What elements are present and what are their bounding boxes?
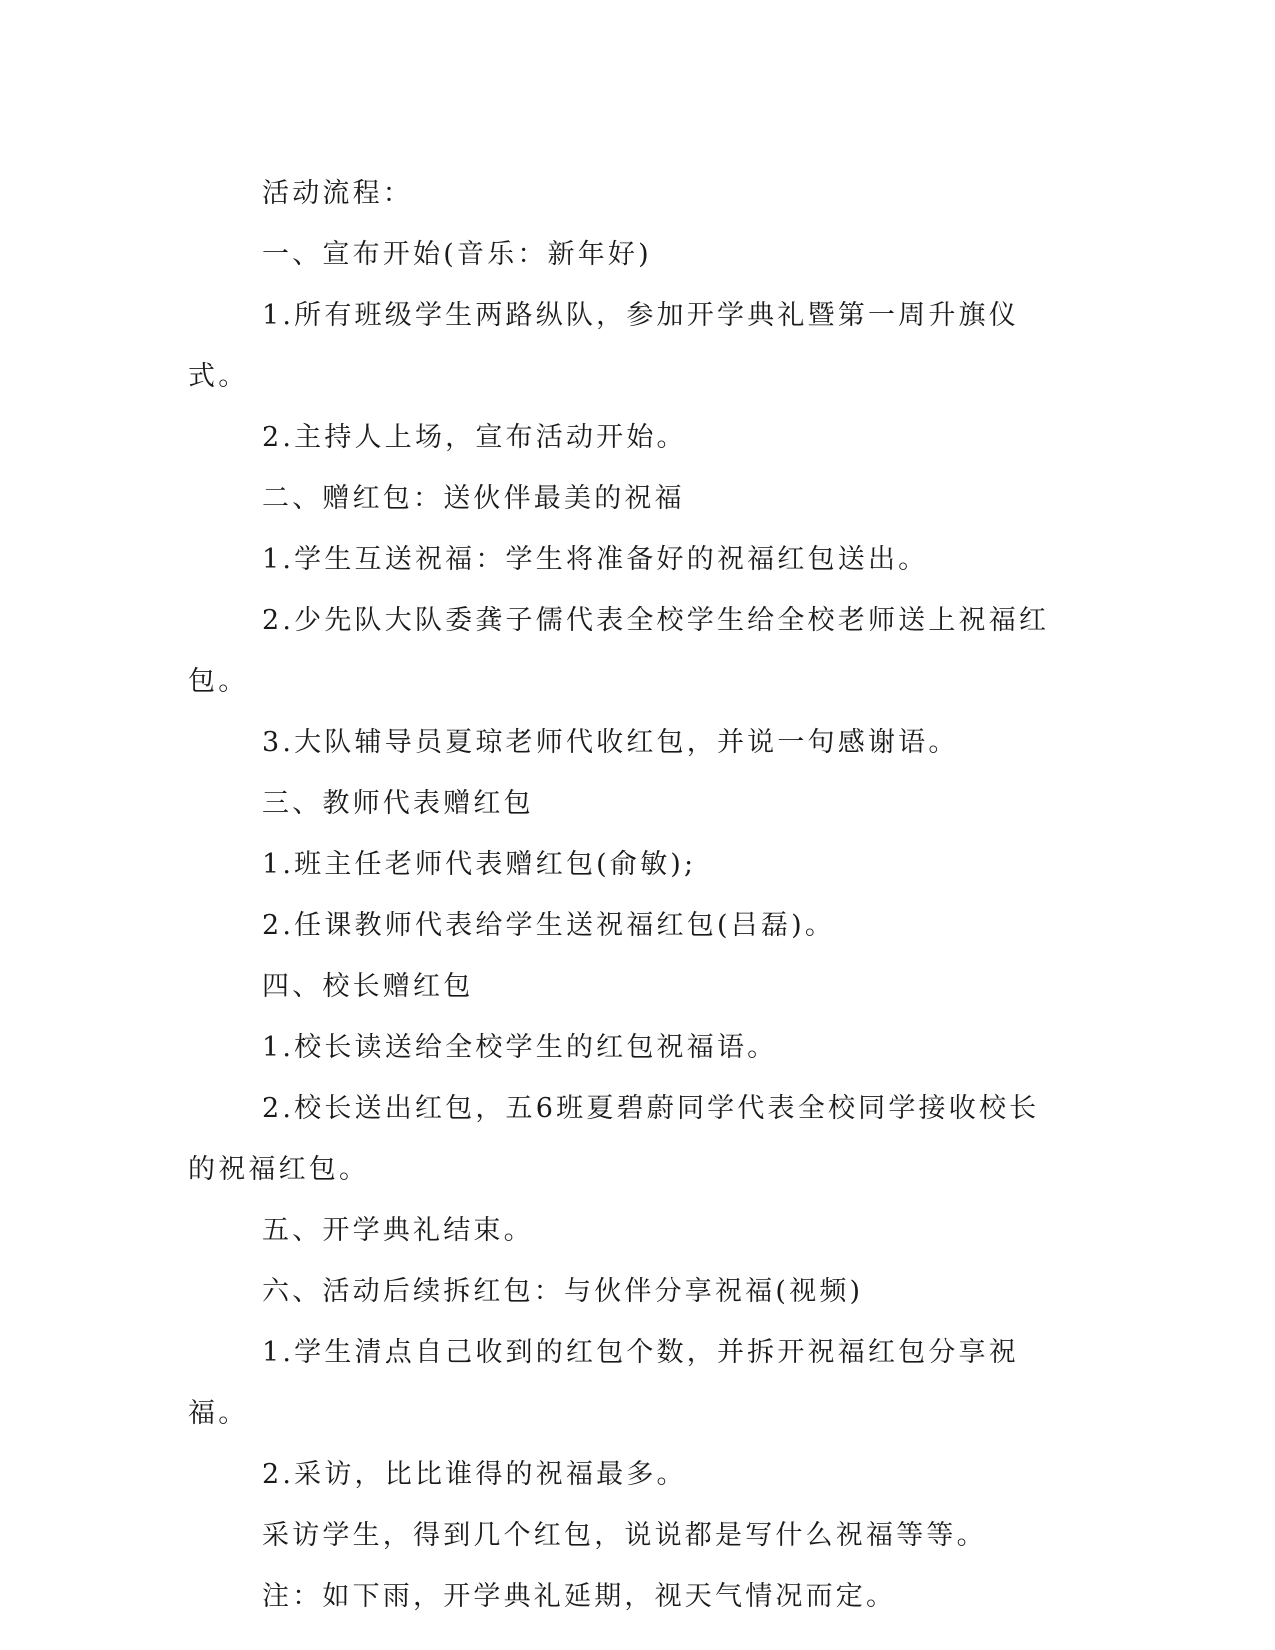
section-heading-6: 六、活动后续拆红包：与伙伴分享祝福(视频) <box>262 1276 864 1307</box>
section-heading-3: 三、教师代表赠红包 <box>262 788 534 819</box>
paragraph: 1.班主任老师代表赠红包(俞敏); <box>262 849 697 880</box>
paragraph: 1.所有班级学生两路纵队，参加开学典礼暨第一周升旗仪式。 <box>188 300 1019 392</box>
section-heading-process: 活动流程： <box>262 178 413 209</box>
paragraph: 1.学生清点自己收到的红包个数，并拆开祝福红包分享祝福。 <box>188 1337 1019 1429</box>
paragraph: 2.采访，比比谁得的祝福最多。 <box>262 1459 687 1490</box>
note-paragraph: 注：如下雨，开学典礼延期，视天气情况而定。 <box>262 1581 897 1612</box>
paragraph: 1.校长读送给全校学生的红包祝福语。 <box>262 1032 778 1063</box>
section-heading-2: 二、赠红包：送伙伴最美的祝福 <box>262 483 685 514</box>
section-heading-1: 一、宣布开始(音乐：新年好) <box>262 239 652 270</box>
paragraph: 1.学生互送祝福：学生将准备好的祝福红包送出。 <box>262 544 929 575</box>
paragraph: 2.任课教师代表给学生送祝福红包(吕磊)。 <box>262 910 836 941</box>
paragraph: 2.校长送出红包，五6班夏碧蔚同学代表全校同学接收校长的祝福红包。 <box>188 1093 1040 1185</box>
document-body <box>188 163 1068 1627</box>
paragraph: 3.大队辅导员夏琼老师代收红包，并说一句感谢语。 <box>262 727 959 758</box>
section-heading-5: 五、开学典礼结束。 <box>262 1215 534 1246</box>
section-heading-4: 四、校长赠红包 <box>262 971 474 1002</box>
paragraph: 2.主持人上场，宣布活动开始。 <box>262 422 687 453</box>
paragraph: 采访学生，得到几个红包，说说都是写什么祝福等等。 <box>262 1520 987 1551</box>
paragraph: 2.少先队大队委龚子儒代表全校学生给全校老师送上祝福红包。 <box>188 605 1050 697</box>
